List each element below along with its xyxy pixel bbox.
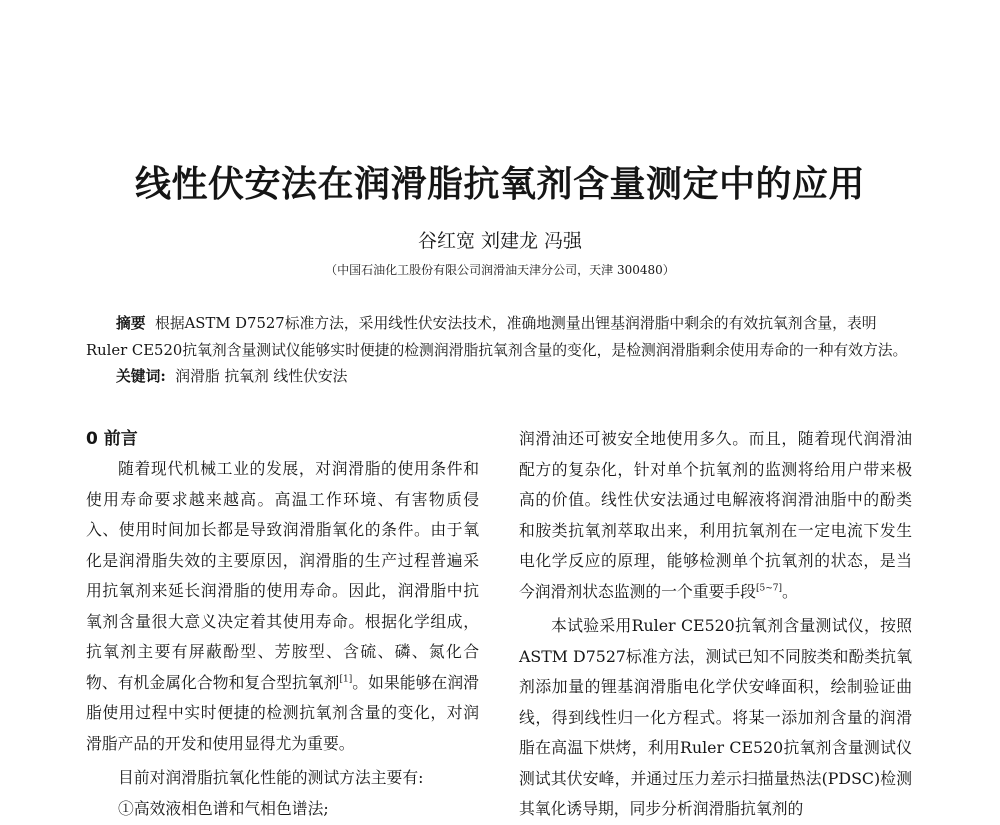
abstract-text: 根据ASTM D7527标准方法，采用线性伏安法技术，准确地测量出锂基润滑脂中剩余的有效抗氧剂含量，表明Ruler CE520抗氧剂含量测试仪能够实时便捷的检测润滑脂抗氧剂含量的变化，是检测润滑脂剩余使用寿命的一种有效方法。	[86, 315, 908, 359]
body-paragraph	[86, 454, 479, 759]
abstract-paragraph	[86, 310, 916, 364]
keywords-line	[116, 365, 916, 389]
citation-marker: [1]	[339, 674, 353, 685]
list-item: ①高效液相色谱和气相色谱法;	[118, 798, 329, 818]
body-paragraph: 目前对润滑脂抗氧化性能的测试方法主要有:	[118, 768, 424, 787]
author-list: 谷红宽 刘建龙 冯强	[417, 230, 583, 252]
left-column	[86, 424, 479, 824]
keywords-text: 润滑脂 抗氧剂 线性伏安法	[175, 368, 348, 385]
section-heading-introduction: 0 前言	[86, 429, 138, 449]
author-affiliation: （中国石油化工股份有限公司润滑油天津分公司，天津 300480）	[325, 263, 675, 277]
right-column	[519, 424, 912, 825]
body-paragraph	[519, 424, 912, 607]
citation-marker: [5~7]	[755, 583, 782, 594]
paper-title: 线性伏安法在润滑脂抗氧剂含量测定中的应用	[134, 164, 865, 205]
abstract-label: 摘要	[116, 315, 146, 332]
body-paragraph: 本试验采用Ruler CE520抗氧剂含量测试仪，按照ASTM D7527标准方法，测试已知不同胺类和酚类抗氧剂添加量的锂基润滑脂电化学伏安峰面积，绘制验证曲线，得到线性归一化方程式。将某一添加剂含量的润滑脂在高温下烘烤，利用Ruler CE520抗氧剂含量测试仪测试其伏安峰，并通过压力差示扫描量热法(PDSC)检测其氧化诱导期，同步分析润滑脂抗氧剂的	[519, 616, 912, 818]
paragraph-text: 随着现代机械工业的发展，对润滑脂的使用条件和使用寿命要求越来越高。高温工作环境、有害物质侵入、使用时间加长都是导致润滑脂氧化的条件。由于氧化是润滑脂失效的主要原因，润滑脂的生产过程普遍采用抗氧剂来延长润滑脂的使用寿命。因此，润滑脂中抗氧剂含量很大意义决定着其使用寿命。根据化学组成，抗氧剂主要有屏蔽酚型、芳胺型、含硫、磷、氮化合物、有机金属化合物和复合型抗氧剂	[86, 459, 479, 692]
paragraph-text: 。	[781, 581, 798, 601]
paragraph-text: 润滑油还可被安全地使用多久。而且，随着现代润滑油配方的复杂化，针对单个抗氧剂的监测将给用户带来极高的价值。线性伏安法通过电解液将润滑油脂中的酚类和胺类抗氧剂萃取出来，利用抗氧剂在一定电流下发生电化学反应的原理，能够检测单个抗氧剂的状态，是当今润滑剂状态监测的一个重要手段	[519, 429, 912, 601]
paragraph-text: 。如果能够在润滑脂使用过程中实时便捷的检测抗氧剂含量的变化，对润滑脂产品的开发和使用显得尤为重要。	[86, 672, 479, 753]
abstract-block	[86, 310, 916, 364]
keywords-label: 关键词:	[116, 368, 166, 385]
